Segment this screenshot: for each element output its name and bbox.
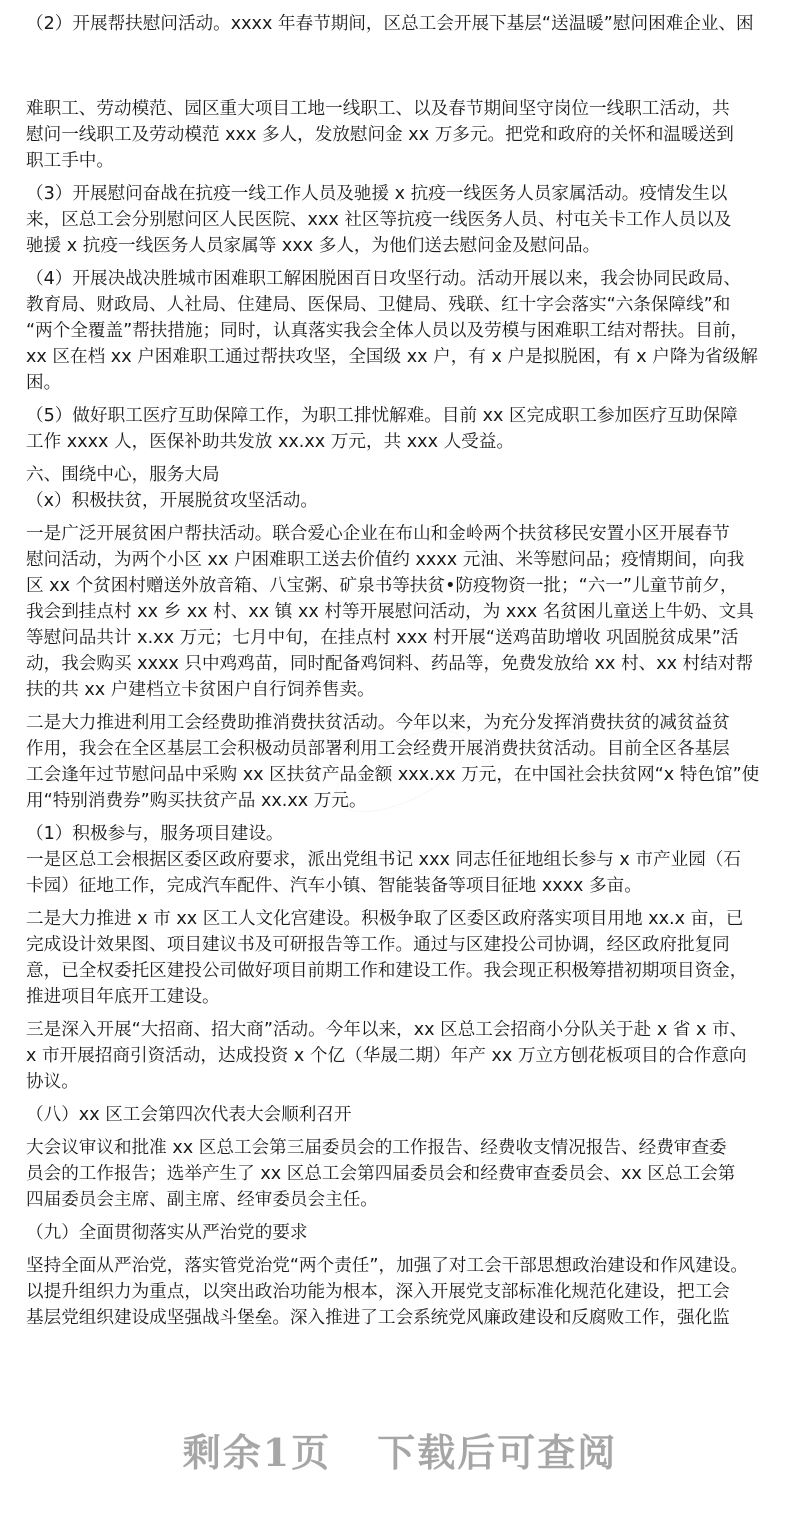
- document-line: 大会议审议和批准 xx 区总工会第三届委员会的工作报告、经费收支情况报告、经费审查委: [26, 1138, 727, 1158]
- remaining-pages-label: 剩余1页: [182, 1430, 332, 1475]
- document-line: 教育局、财政局、人社局、住建局、医保局、卫健局、残联、红十字会落实“六条保障线”和: [26, 295, 731, 315]
- document-line: 工会逢年过节慰问品中采购 xx 区扶贫产品金额 xxx.xx 万元，在中国社会扶贫网“x 特色馆”使: [26, 765, 760, 785]
- document-line: 卡园）征地工作，完成汽车配件、汽车小镇、智能装备等项目征地 xxxx 多亩。: [26, 876, 642, 896]
- document-line: 二是大力推进利用工会经费助推消费扶贫活动。今年以来，为充分发挥消费扶贫的减贫益贫: [26, 713, 730, 733]
- document-line: “两个全覆盖”帮扶措施；同时，认真落实我会全体人员以及劳模与困难职工结对帮扶。目前，: [26, 321, 748, 341]
- document-line: 协议。: [26, 1072, 79, 1092]
- document-line: 员会的工作报告；选举产生了 xx 区总工会第四届委员会和经费审查委员会、xx 区总工会第: [26, 1164, 736, 1184]
- document-line: 困。: [26, 373, 62, 393]
- document-line: 意，已全权委托区建投公司做好项目前期工作和建设工作。我会现正积极筹措初期项目资金，: [26, 961, 748, 981]
- document-line: （5）做好职工医疗互助保障工作，为职工排忧解难。目前 xx 区完成职工参加医疗互助保障: [26, 406, 738, 426]
- document-line: （x）积极扶贫，开展脱贫攻坚活动。: [26, 491, 318, 511]
- download-to-view-label: 下载后可查阅: [377, 1430, 618, 1475]
- document-line: 来，区总工会分别慰问区人民医院、xxx 社区等抗疫一线医务人员、村屯关卡工作人员以及: [26, 210, 732, 230]
- download-prompt[interactable]: [0, 1422, 800, 1477]
- top-crop-fragment: [24, 0, 84, 8]
- document-line: 用“特别消费券”购买扶贫产品 xx.xx 万元。: [26, 791, 367, 811]
- document-line: 坚持全面从严治党，落实管党治党“两个责任”，加强了对工会干部思想政治建设和作风建设。: [26, 1256, 748, 1276]
- document-line: （3）开展慰问奋战在抗疫一线工作人员及驰援 x 抗疫一线医务人员家属活动。疫情发生以: [26, 184, 728, 204]
- document-line: 一是广泛开展贫困户帮扶活动。联合爱心企业在布山和金岭两个扶贫移民安置小区开展春节: [26, 524, 730, 544]
- document-line: 慰问活动，为两个小区 xx 户困难职工送去价值约 xxxx 元油、米等慰问品；疫情期间，向我: [26, 550, 745, 570]
- document-line: （2）开展帮扶慰问活动。xxxx 年春节期间，区总工会开展下基层“送温暖”慰问困难企业、困: [26, 14, 754, 34]
- document-line: 驰援 x 抗疫一线医务人员家属等 xxx 多人，为他们送去慰问金及慰问品。: [26, 236, 601, 256]
- document-line: 动，我会购买 xxxx 只中鸡鸡苗，同时配备鸡饲料、药品等，免费发放给 xx 村、xx 村结对帮: [26, 654, 754, 674]
- document-line: （4）开展决战决胜城市困难职工解困脱困百日攻坚行动。活动开展以来，我会协同民政局、: [26, 269, 741, 289]
- document-line: 职工手中。: [26, 151, 114, 171]
- document-line: 我会到挂点村 xx 乡 xx 村、xx 镇 xx 村等开展慰问活动，为 xxx 名贫困儿童送上牛奶、文具: [26, 602, 754, 622]
- document-line: （1）积极参与，服务项目建设。: [26, 824, 284, 844]
- document-line: 慰问一线职工及劳动模范 xxx 多人，发放慰问金 xx 万多元。把党和政府的关怀和温暖送到: [26, 125, 734, 145]
- document-line: （九）全面贯彻落实从严治党的要求: [26, 1223, 308, 1243]
- document-line: 工作 xxxx 人，医保补助共发放 xx.xx 万元，共 xxx 人受益。: [26, 432, 514, 452]
- document-line: 三是深入开展“大招商、招大商”活动。今年以来，xx 区总工会招商小分队关于赴 x 省 x 市、: [26, 1020, 748, 1040]
- document-line: 六、围绕中心，服务大局: [26, 465, 220, 485]
- document-line: 扶的共 xx 户建档立卡贫困户自行饲养售卖。: [26, 680, 375, 700]
- document-line: 区 xx 个贫困村赠送外放音箱、八宝粥、矿泉书等扶贫•防疫物资一批；“六一”儿童节前夕，: [26, 576, 738, 596]
- document-line: xx 区在档 xx 户困难职工通过帮扶攻坚，全国级 xx 户，有 x 户是拟脱困，有 x 户降为省级解: [26, 347, 758, 367]
- document-line: x 市开展招商引资活动，达成投资 x 个亿（华晟二期）年产 xx 万立方刨花板项目的合作意向: [26, 1046, 747, 1066]
- document-line: 以提升组织力为重点，以突出政治功能为根本，深入开展党支部标准化规范化建设，把工会: [26, 1282, 730, 1302]
- document-line: 完成设计效果图、项目建议书及可研报告等工作。通过与区建投公司协调，经区政府批复同: [26, 935, 730, 955]
- document-line: 作用，我会在全区基层工会积极动员部署利用工会经费开展消费扶贫活动。目前全区各基层: [26, 739, 730, 759]
- document-line: 二是大力推进 x 市 xx 区工人文化宫建设。积极争取了区委区政府落实项目用地 xx.x 亩，已: [26, 909, 744, 929]
- document-line: 推进项目年底开工建设。: [26, 987, 220, 1007]
- document-line: 难职工、劳动模范、园区重大项目工地一线职工、以及春节期间坚守岗位一线职工活动，共: [26, 99, 730, 119]
- document-line: 四届委员会主席、副主席、经审委员会主任。: [26, 1190, 378, 1210]
- document-line: 基层党组织建设成坚强战斗堡垒。深入推进了工会系统党风廉政建设和反腐败工作，强化监: [26, 1308, 730, 1328]
- document-line: （八）xx 区工会第四次代表大会顺利召开: [26, 1105, 352, 1125]
- document-line: 一是区总工会根据区委区政府要求，派出党组书记 xxx 同志任征地组长参与 x 市产业园（石: [26, 850, 741, 870]
- document-line: 等慰问品共计 x.xx 万元；七月中旬，在挂点村 xxx 村开展“送鸡苗助增收 巩固脱贫成果”活: [26, 628, 739, 648]
